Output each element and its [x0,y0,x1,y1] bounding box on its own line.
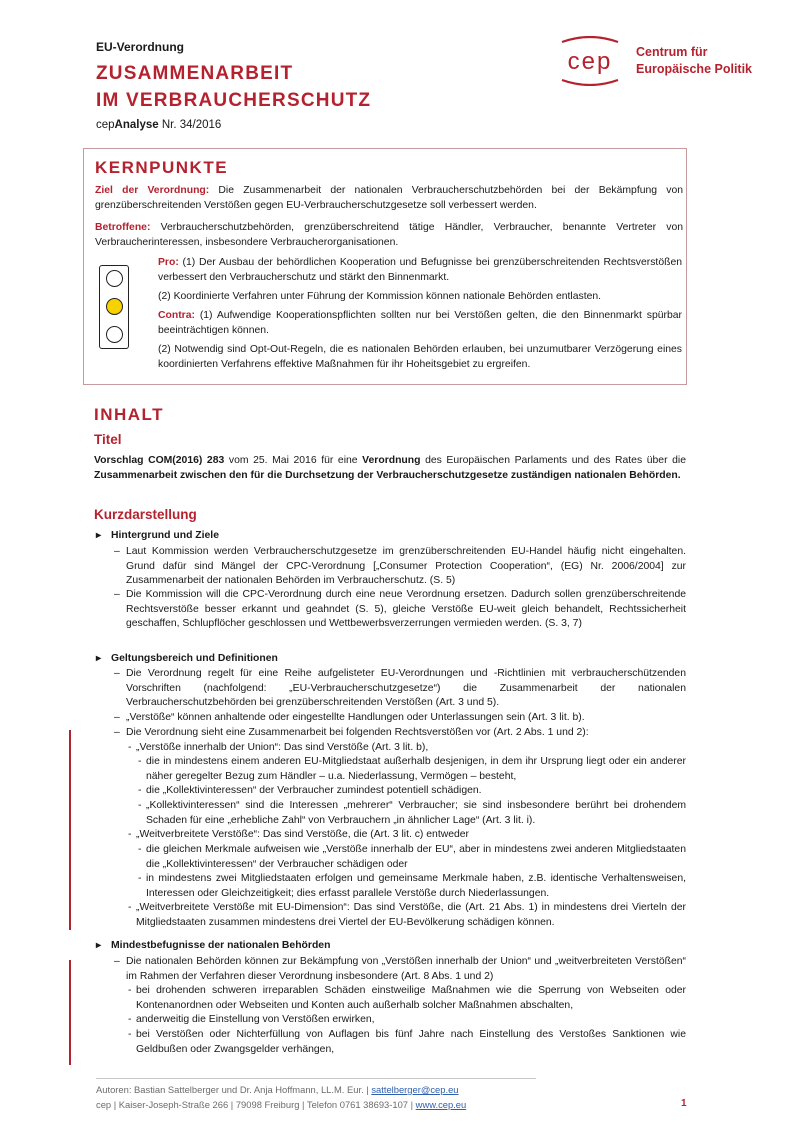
list-item: - die „Kollektivinteressen“ der Verbraucher zumindest potentiell schädigen. [146,784,686,799]
footer-authors [96,1084,459,1095]
contra-1-text: (1) Aufwendige Kooperationspflichten sollten nur bei Verstößen gelten, die den Binnenmarkt spürbar beeinträchtigen können. [158,310,682,336]
pro-1-text: (1) Der Ausbau der behördlichen Kooperation und Befugnisse bei grenzüberschreitenden Rechtsverstößen verbessert den Verbraucherschutz und stärkt den Binnenmarkt. [158,257,682,283]
email-link[interactable]: sattelberger@cep.eu [371,1084,459,1095]
pro-label: Pro: [158,257,179,268]
pro-point-2: (2) Koordinierte Verfahren unter Führung der Kommission können nationale Behörden entlasten. [158,291,602,302]
traffic-light-middle-lamp [106,298,123,315]
contra-point-2: (2) Notwendig sind Opt-Out-Regeln, die es nationalen Behörden erlauben, bei unzumutbarer Verzögerung eines koordinierten Verfahrens effektive Maßnahmen für ihr Hoheitsgebiet zu ergreifen. [158,344,682,370]
list-item: – Die Verordnung regelt für eine Reihe aufgelisteter EU-Verordnungen und -Richtlinien mit verbraucherschützenden Vorschriften (nachfolgend: „EU-Verbraucherschutzgesetze“) die Zusammenarbeit der nationalen Verbraucherschutzbehörden bei grenzüberschreitenden Verstößen (Art. 3 und 5). [126,667,686,711]
list-item: – Laut Kommission werden Verbraucherschutzgesetze im grenzüberschreitenden EU-Handel häufig nicht eingehalten. Grund dafür sind Mängel der CPC-Verordnung [„Consumer Protection Cooperation“, (EG) Nr. 2006/2004] zur Zusammenarbeit der nationalen Behörden im Verbraucherschutz. (S. 5) [126,545,686,589]
key-points-aim [95,184,683,213]
pro-point-1 [158,256,682,285]
list-item: – Die Verordnung sieht eine Zusammenarbeit bei folgenden Rechtsverstößen vor (Art. 2 Abs. 1 und 2): [126,726,686,741]
proposal-text-1: vom 25. Mai 2016 für eine [224,455,363,466]
traffic-light-icon [99,265,129,349]
contra-point-1 [158,309,682,338]
org-name-line-1: Centrum für [636,45,708,59]
key-points-affected [95,221,683,250]
title-line-1: ZUSAMMENARBEIT [96,63,294,84]
content-heading: INHALT [94,405,165,424]
proposal-number: Vorschlag COM(2016) 283 [94,455,225,466]
analysis-number-text: Nr. 34/2016 [158,119,222,131]
org-name-line-2: Europäische Politik [636,62,753,76]
title-line-2: IM VERBRAUCHERSCHUTZ [96,90,372,111]
analysis-prefix: cep [96,119,115,131]
authors-text: Autoren: Bastian Sattelberger und Dr. Anja Hoffmann, LL.M. Eur. | [96,1084,372,1095]
analysis-bold: Analyse [114,119,159,131]
proposal-subject: Zusammenarbeit zwischen den für die Durchsetzung der Verbraucherschutzgesetze zuständigen nationalen Behörden. [94,469,681,481]
list-item: - bei drohenden schweren irreparablen Schäden einstweilige Maßnahmen wie die Sperrung von Webseiten oder Kontenanordnen oder Webseiten und Konten auch außerhalb solcher Maßnahmen abschalten, [136,984,686,1013]
proposal-type: Verordnung [362,455,421,466]
footer-address [96,1099,466,1110]
section-powers: ▸ Mindestbefugnisse der nationalen Behörden [96,940,330,951]
list-item: - in mindestens zwei Mitgliedstaaten erfolgen und gemeinsame Merkmale haben, z.B. identische Verhaltensweisen, Interessen oder Gleichzeitigkeit; dies erfasst parallele Verstöße durch Niederlassungen. [146,872,686,901]
summary-subheading: Kurzdarstellung [94,507,197,522]
list-item: - „Weitverbreitete Verstöße mit EU-Dimension“: Das sind Verstöße, die (Art. 21 Abs. 1) in mindestens drei Vierteln der Mitgliedstaaten zusammen mindestens drei Viertel der EU-Bevölkerung schädigen können. [136,901,686,930]
list-item: – Die nationalen Behörden können zur Bekämpfung von „Verstößen innerhalb der Union“ und „weitverbreiteten Verstößen“ im Rahmen der Verfahren dieser Verordnung insbesondere (Art. 8 Abs. 1 und 2) [126,955,686,984]
affected-label: Betroffene: [95,222,151,233]
org-name [636,44,752,78]
margin-marker [69,960,71,1065]
key-points-heading: KERNPUNKTE [95,158,229,177]
analysis-number [96,119,221,131]
list-item: - „Verstöße innerhalb der Union“: Das sind Verstöße (Art. 3 lit. b), [136,741,686,756]
list-item: - „Weitverbreitete Verstöße“: Das sind Verstöße, die (Art. 3 lit. c) entweder [136,828,686,843]
website-link[interactable]: www.cep.eu [415,1099,467,1110]
list-item: - bei Verstößen oder Nichterfüllung von Auflagen bis fünf Jahre nach Einstellung des Verstoßes Sanktionen wie Geldbußen oder Zwangsgelder verhängen, [136,1028,686,1057]
footer-divider [96,1078,536,1079]
section-scope: ▸ Geltungsbereich und Definitionen [96,653,278,664]
page-number: 1 [681,1098,687,1109]
list-item: - „Kollektivinteressen“ sind die Interessen „mehrerer“ Verbraucher; sie sind insbesondere berührt bei drohendem Schaden für eine „erhebliche Zahl“ von Verbrauchern „in ähnlicher Lage“ (Art. 3 lit. i). [146,799,686,828]
proposal-text-2: des Europäischen Parlaments und des Rates über die [420,455,686,466]
list-item: - die gleichen Merkmale aufweisen wie „Verstöße innerhalb der EU“, aber in mindestens zwei anderen Mitgliedstaaten die „Kollektivinteressen“ der Verbraucher schädigen oder [146,843,686,872]
list-item: - die in mindestens einem anderen EU-Mitgliedstaat außerhalb desjenigen, in dem ihr Ursprung liegt oder ein anderer näher geregelter Bezug zum Händler – u.a. Niederlassung, Vermögen – besteht, [146,755,686,784]
list-item: – Die Kommission will die CPC-Verordnung durch eine neue Verordnung ersetzen. Dadurch sollen grenzüberschreitende Rechtsverstöße besser erkannt und geahndet (S. 5), gleiche Verstöße EU-weit gleich behandelt, Rechtssicherheit geschaffen, Schlupflöcher geschlossen und Wettbewerbsverzerrungen vermieden werden. (S. 3, 7) [126,588,686,632]
aim-label: Ziel der Verordnung: [95,185,210,196]
proposal-title [94,454,686,483]
section-background: ▸ Hintergrund und Ziele [96,530,219,541]
logo-text: cep [567,48,613,75]
document-type: EU-Verordnung [96,40,185,54]
address-text: cep | Kaiser-Joseph-Straße 266 | 79098 Freiburg | Telefon 0761 38693-107 | [96,1099,416,1110]
list-item: - anderweitig die Einstellung von Verstößen erwirken, [136,1013,686,1028]
aim-text: Die Zusammenarbeit der nationalen Verbraucherschutzbehörden bei der Bekämpfung von grenzüberschreitenden Verstößen gegen EU-Verbraucherschutzgesetze soll verbessert werden. [95,185,683,211]
traffic-light-bottom-lamp [106,326,123,343]
margin-marker [69,730,71,930]
title-subheading: Titel [94,432,122,447]
traffic-light-top-lamp [106,270,123,287]
list-item: – „Verstöße“ können anhaltende oder eingestellte Handlungen oder Unterlassungen sein (Art. 3 lit. b). [126,711,686,726]
contra-label: Contra: [158,310,195,321]
cep-logo [540,36,640,86]
affected-text: Verbraucherschutzbehörden, grenzüberschreitend tätige Händler, Verbraucher, benannte Vertreter von Verbraucherinteressen, insbesondere Verbraucherorganisationen. [95,222,683,248]
